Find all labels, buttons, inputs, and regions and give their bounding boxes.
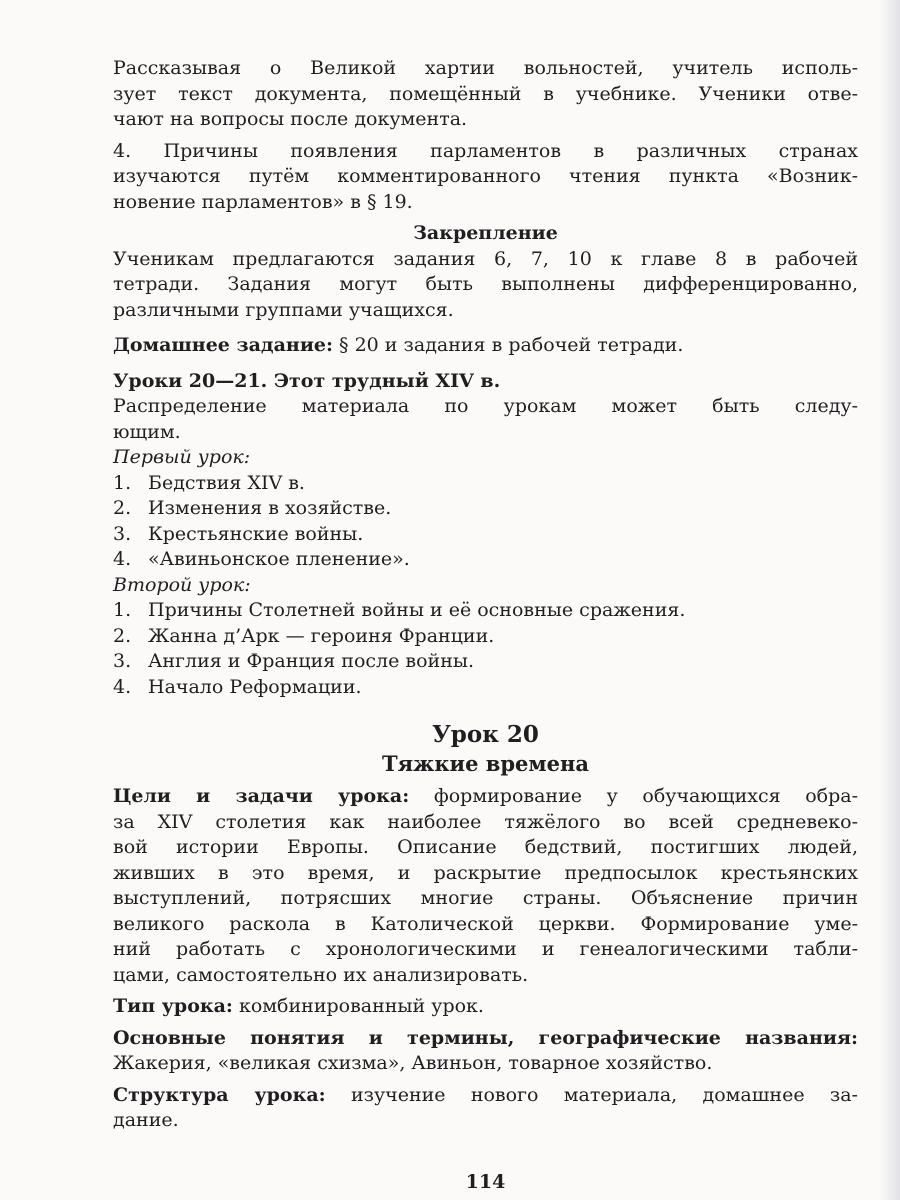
first-lesson-list: [113, 445, 858, 573]
structure-line: изучение нового материала, домашнее за-: [325, 1083, 858, 1106]
paragraph-parliaments: [113, 139, 858, 216]
type-text: комбинированный урок.: [232, 995, 484, 1017]
homework-text: § 20 и задания в рабочей тетради.: [333, 334, 684, 356]
list-item-number: 2.: [113, 624, 132, 647]
list-item: [113, 547, 858, 573]
list-item-text: Жанна д’Арк — героиня Франции.: [148, 624, 495, 647]
heading-zakreplenie: Закрепление: [413, 222, 558, 244]
text-line: ющим.: [113, 420, 181, 443]
list-item-text: Крестьянские войны.: [148, 522, 364, 545]
paragraph-lesson-type: [113, 994, 858, 1020]
text-line: Ученикам предлагаются задания 6, 7, 10 к главе 8 в рабочей: [113, 247, 858, 270]
lesson-title: Урок 20: [432, 721, 539, 748]
document-page: [113, 56, 858, 1193]
text-line: новение парламентов» в § 19.: [113, 190, 413, 213]
lessons-heading: Уроки 20—21. Этот трудный XIV в.: [113, 369, 501, 392]
type-label: Тип урока:: [113, 995, 233, 1017]
list-item: [113, 649, 858, 675]
list-item-number: 2.: [113, 497, 132, 519]
text-line: Рассказывая о Великой хартии вольностей, учитель исполь-: [113, 57, 858, 79]
list-item-text: Бедствия XIV в.: [148, 471, 305, 494]
lesson-subtitle: Тяжкие времена: [382, 751, 589, 776]
homework-label: Домашнее задание:: [113, 334, 334, 356]
list-item-text: Англия и Франция после войны.: [148, 650, 475, 672]
text-line: [113, 333, 858, 359]
structure-label: Структура урока:: [113, 1083, 326, 1106]
list-item-number: 3.: [113, 522, 132, 545]
list-item-text: «Авиньонское пленение».: [148, 548, 410, 570]
list-item-number: 4.: [113, 675, 132, 698]
text-line: [113, 1083, 858, 1109]
list-item-text: Причины Столетней войны и её основные сражения.: [148, 599, 686, 621]
text-line: живших в это время, и раскрытие предпосылок крестьянских: [113, 861, 858, 884]
list-item-number: 3.: [113, 650, 132, 672]
list-item: [113, 471, 858, 497]
paragraph-consolidation: [113, 247, 858, 324]
text-line: дание.: [113, 1109, 179, 1131]
list-item-text: Начало Реформации.: [148, 675, 362, 698]
text-line: Распределение материала по урокам может быть следу-: [113, 395, 858, 417]
concepts-text: Жакерия, «великая схизма», Авиньон, товарное хозяйство.: [113, 1052, 713, 1074]
page-number: 114: [465, 1171, 506, 1193]
text-line: [113, 784, 858, 810]
goals-label: Цели и задачи урока:: [113, 785, 410, 807]
list-item: [113, 624, 858, 650]
list-item-number: 1.: [113, 599, 132, 621]
goals-line: формирование у обучающихся обра-: [409, 785, 858, 807]
paragraph-magna-carta: [113, 56, 858, 133]
text-line: чают на вопросы после документа.: [113, 108, 468, 130]
text-line: вой истории Европы. Описание бедствий, постигших людей,: [113, 836, 858, 858]
text-line: [113, 994, 858, 1020]
text-line: 4. Причины появления парламентов в различных странах: [113, 139, 858, 162]
list-item-text: Изменения в хозяйстве.: [148, 497, 392, 519]
text-line: различными группами учащихся.: [113, 298, 454, 321]
text-line: великого раскола в Католической церкви. Формирование уме-: [113, 912, 858, 935]
text-line: тетради. Задания могут быть выполнены дифференцированно,: [113, 273, 858, 295]
text-line: цами, самостоятельно их анализировать.: [113, 963, 529, 986]
list-item: [113, 522, 858, 548]
paragraph-distribution: [113, 394, 858, 445]
second-lesson-list: [113, 573, 858, 701]
first-lesson-label: Первый урок:: [113, 446, 251, 468]
second-lesson-label: Второй урок:: [113, 573, 251, 596]
text-line: за XIV столетия как наиболее тяжёлого во всей средневеко-: [113, 810, 858, 833]
paragraph-homework: [113, 333, 858, 359]
list-item: [113, 675, 858, 701]
paragraph-structure: [113, 1083, 858, 1134]
list-item-number: 1.: [113, 471, 132, 494]
list-item: [113, 496, 858, 522]
text-line: зует текст документа, помещённый в учебнике. Ученики отве-: [113, 82, 858, 105]
text-line: выступлений, потрясших многие страны. Объяснение причин: [113, 887, 858, 909]
paragraph-concepts: [113, 1026, 858, 1077]
list-item: [113, 598, 858, 624]
list-item-number: 4.: [113, 548, 132, 570]
paragraph-goals: [113, 784, 858, 988]
page-edge-shadow: [880, 0, 900, 1200]
text-line: изучаются путём комментированного чтения пункта «Возник-: [113, 165, 858, 187]
concepts-label: Основные понятия и термины, географические названия:: [113, 1026, 858, 1049]
text-line: ний работать с хронологическими и генеалогическими табли-: [113, 938, 858, 960]
